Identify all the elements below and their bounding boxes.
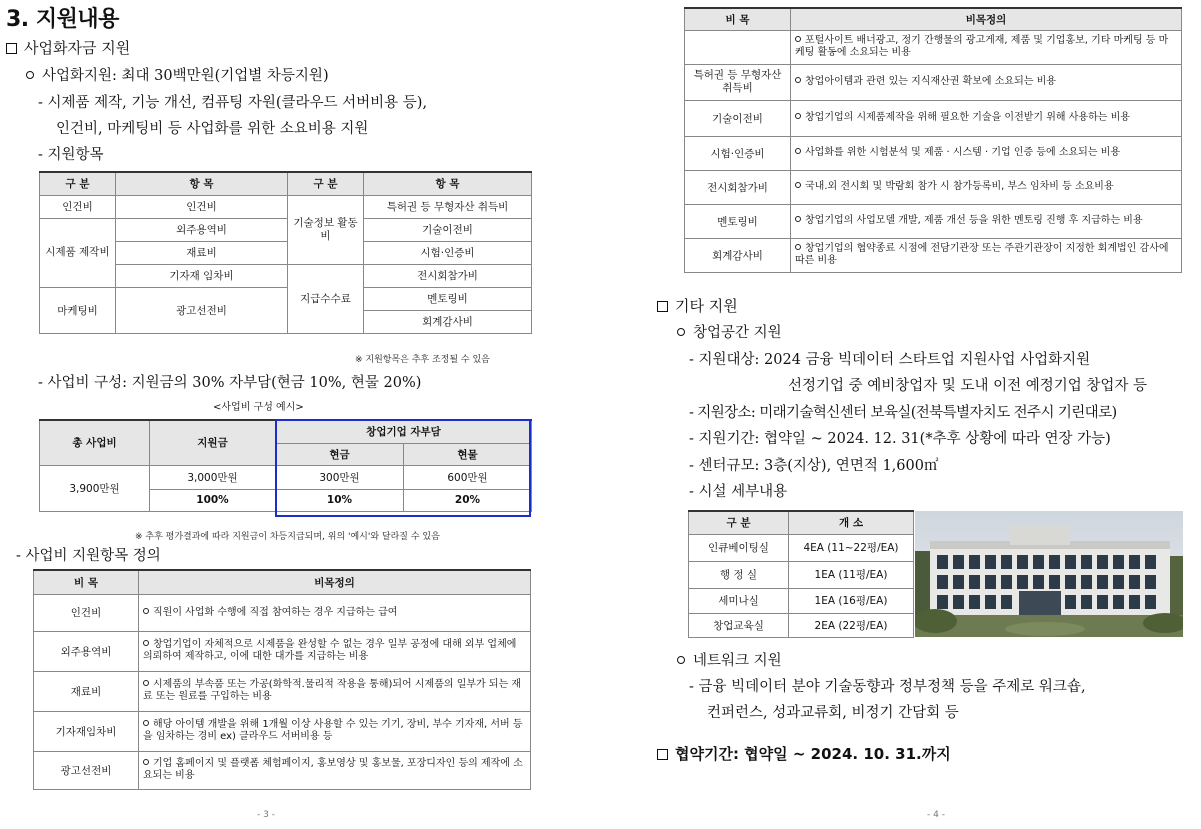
col-header: 항 목 <box>116 172 288 195</box>
table-row: 기술이전비 창업기업의 시제품제작을 위해 필요한 기술을 이전받기 위해 사용하는 비용 <box>685 100 1182 136</box>
grant-header: 지원금 <box>150 420 276 465</box>
cash-percent: 10% <box>276 489 404 511</box>
period-line: - 지원기간: 협약일 ~ 2024. 12. 31(*추후 상황에 따라 연장 가능) <box>689 431 1111 447</box>
heading-other: 기타 지원 <box>657 295 738 316</box>
circle-bullet-icon <box>677 656 685 664</box>
circle-bullet-icon <box>795 36 801 42</box>
item-exhibition: 전시회참가비 <box>364 264 532 287</box>
table-row: 인건비 직원이 사업화 수행에 직접 참여하는 경우 지급하는 급여 <box>34 594 531 631</box>
item-equipment: 기자재 임차비 <box>116 264 288 287</box>
table-row: 세미나실 1EA (16평/EA) <box>689 588 914 613</box>
table-row: 특허권 등 무형자산 취득비 창업아이템과 관련 있는 지식재산권 확보에 소요되는 비용 <box>685 64 1182 100</box>
cost-definition-table <box>33 569 531 790</box>
network-line-1: - 금융 빅데이터 분야 기술동향과 정부정책 등을 주제로 워크숍, <box>689 679 1086 695</box>
col-header: 개 소 <box>789 511 914 534</box>
circle-bullet-icon <box>795 148 801 154</box>
table-row: 재료비 시제품의 부속품 또는 가공(화학적.물리적 작용을 통해)되어 시제품의 일부가 되는 재료 또는 원료를 구입하는 비용 <box>34 671 531 711</box>
bullet-network: 네트워크 지원 <box>677 649 782 670</box>
circle-bullet-icon <box>26 71 34 79</box>
support-items-table <box>39 171 532 334</box>
page-3 <box>0 0 540 829</box>
circle-bullet-icon <box>677 328 685 336</box>
example-note: ※ 추후 평가결과에 따라 지원금이 차등지급되며, 위의 '예시'와 달라질 수 있음 <box>135 532 440 542</box>
circle-bullet-icon <box>143 680 149 686</box>
circle-bullet-icon <box>795 244 801 250</box>
circle-bullet-icon <box>795 182 801 188</box>
table-row: 멘토링비 창업기업의 사업모델 개발, 제품 개선 등을 위한 멘토링 진행 후 지급하는 비용 <box>685 204 1182 238</box>
circle-bullet-icon <box>795 77 801 83</box>
table-row: 행 정 실 1EA (11평/EA) <box>689 561 914 588</box>
bullet-support: 사업화지원: 최대 30백만원(기업별 차등지원) <box>26 64 329 85</box>
agreement-period: 협약기간: 협약일 ~ 2024. 10. 31.까지 <box>657 743 951 764</box>
table-row: 인큐베이팅실 4EA (11~22평/EA) <box>689 534 914 561</box>
network-line-2: 컨퍼런스, 성과교류회, 비정기 간담회 등 <box>707 705 959 721</box>
item-tech-transfer: 기술이전비 <box>364 218 532 241</box>
item-advertising: 광고선전비 <box>116 287 288 333</box>
cat-prototype: 시제품 제작비 <box>40 218 116 287</box>
circle-bullet-icon <box>143 640 149 646</box>
circle-bullet-icon <box>795 216 801 222</box>
target-line-1: - 지원대상: 2024 금융 빅데이터 스타트업 지원사업 사업화지원 <box>689 352 1091 368</box>
circle-bullet-icon <box>143 759 149 765</box>
example-caption: <사업비 구성 예시> <box>213 402 304 413</box>
circle-bullet-icon <box>143 608 149 614</box>
circle-bullet-icon <box>795 113 801 119</box>
col-header: 항 목 <box>364 172 532 195</box>
cash-amount: 300만원 <box>276 465 404 489</box>
page-4 <box>655 0 1201 829</box>
cost-example-table <box>39 419 532 512</box>
target-line-2: 선정기업 중 예비창업자 및 도내 이전 예정기업 창업자 등 <box>788 378 1148 394</box>
cost-definition-table-cont <box>684 7 1182 273</box>
total-amount: 3,900만원 <box>40 465 150 511</box>
desc-line-2: 인건비, 마케팅비 등 사업화를 위한 소요비용 지원 <box>56 121 369 137</box>
col-header: 구 분 <box>40 172 116 195</box>
grant-percent: 100% <box>150 489 276 511</box>
bullet-space: 창업공간 지원 <box>677 321 782 342</box>
col-header: 비 목 <box>685 8 791 30</box>
page-number: - 4 - <box>927 810 945 820</box>
item-outsourcing: 외주용역비 <box>116 218 288 241</box>
in-kind-header: 현물 <box>404 443 532 465</box>
heading-commercial: 사업화자금 지원 <box>6 37 130 58</box>
table-row: 외주용역비 창업기업이 자체적으로 시제품을 완성할 수 없는 경우 일부 공정에 대해 외부 업체에 의뢰하여 제작하고, 이에 대한 대가를 지급하는 비용 <box>34 631 531 671</box>
table-row: 회계감사비 창업기업의 협약종료 시점에 전담기관장 또는 주관기관장이 지정한 회계법인 감사에 따른 비용 <box>685 238 1182 272</box>
table-row: 시험·인증비 사업화를 위한 시험분석 및 제품 · 시스템 · 기업 인증 등에 소요되는 비용 <box>685 136 1182 170</box>
item-testing: 시험·인증비 <box>364 241 532 264</box>
location-line: - 지원장소: 미래기술혁신센터 보육실(전북특별자치도 전주시 기린대로) <box>689 405 1117 421</box>
col-header: 비목정의 <box>139 570 531 594</box>
facility-label: - 시설 세부내용 <box>689 484 788 500</box>
item-patent: 특허권 등 무형자산 취득비 <box>364 195 532 218</box>
items-note: ※ 지원항목은 추후 조정될 수 있음 <box>355 355 490 365</box>
scale-line: - 센터규모: 3층(지상), 연면적 1,600㎡ <box>689 458 939 474</box>
grant-amount: 3,000만원 <box>150 465 276 489</box>
def-label: - 사업비 지원항목 정의 <box>16 548 161 564</box>
item-labor: 인건비 <box>116 195 288 218</box>
col-header: 구 분 <box>689 511 789 534</box>
table-row: 기자재임차비 해당 아이템 개발을 위해 1개월 이상 사용할 수 있는 기기, 장비, 부수 기자재, 서버 등을 임차하는 경비 ex) 클라우드 서버비용 등 <box>34 711 531 751</box>
circle-bullet-icon <box>143 720 149 726</box>
section-title: 3. 지원내용 <box>6 7 119 32</box>
desc-line-1: - 시제품 제작, 기능 개선, 컴퓨팅 자원(클라우드 서버비용 등), <box>38 95 428 111</box>
col-header: 비 목 <box>34 570 139 594</box>
self-pay-header: 창업기업 자부담 <box>276 420 532 443</box>
item-audit: 회계감사비 <box>364 310 532 333</box>
building-image <box>915 511 1183 637</box>
in-kind-amount: 600만원 <box>404 465 532 489</box>
col-header: 비목정의 <box>791 8 1182 30</box>
col-header: 구 분 <box>288 172 364 195</box>
total-header: 총 사업비 <box>40 420 150 465</box>
table-row: 창업교육실 2EA (22평/EA) <box>689 613 914 637</box>
cat-labor: 인건비 <box>40 195 116 218</box>
building-photo <box>915 511 1183 637</box>
in-kind-percent: 20% <box>404 489 532 511</box>
facility-table <box>688 510 914 638</box>
table-row: 전시회참가비 국내.외 전시회 및 박람회 참가 시 참가등록비, 부스 임차비 등 소요비용 <box>685 170 1182 204</box>
item-material: 재료비 <box>116 241 288 264</box>
table-row: 포털사이트 배너광고, 정기 간행물의 광고게재, 제품 및 기업홍보, 기타 마케팅 등 마케팅 활동에 소요되는 비용 <box>685 30 1182 64</box>
cat-marketing: 마케팅비 <box>40 287 116 333</box>
items-label: - 지원항목 <box>38 147 104 163</box>
cost-structure: - 사업비 구성: 지원금의 30% 자부담(현금 10%, 현물 20%) <box>38 375 422 391</box>
square-bullet-icon <box>657 749 668 760</box>
table-row: 광고선전비 기업 홈페이지 및 플랫폼 체험페이지, 홍보영상 및 홍보물, 포장디자인 등의 제작에 소요되는 비용 <box>34 751 531 789</box>
square-bullet-icon <box>657 301 668 312</box>
page-number: - 3 - <box>257 810 275 820</box>
item-mentoring: 멘토링비 <box>364 287 532 310</box>
cash-header: 현금 <box>276 443 404 465</box>
square-bullet-icon <box>6 43 17 54</box>
cat-fee: 지급수수료 <box>288 264 364 333</box>
cat-tech: 기술정보 활동비 <box>288 195 364 264</box>
